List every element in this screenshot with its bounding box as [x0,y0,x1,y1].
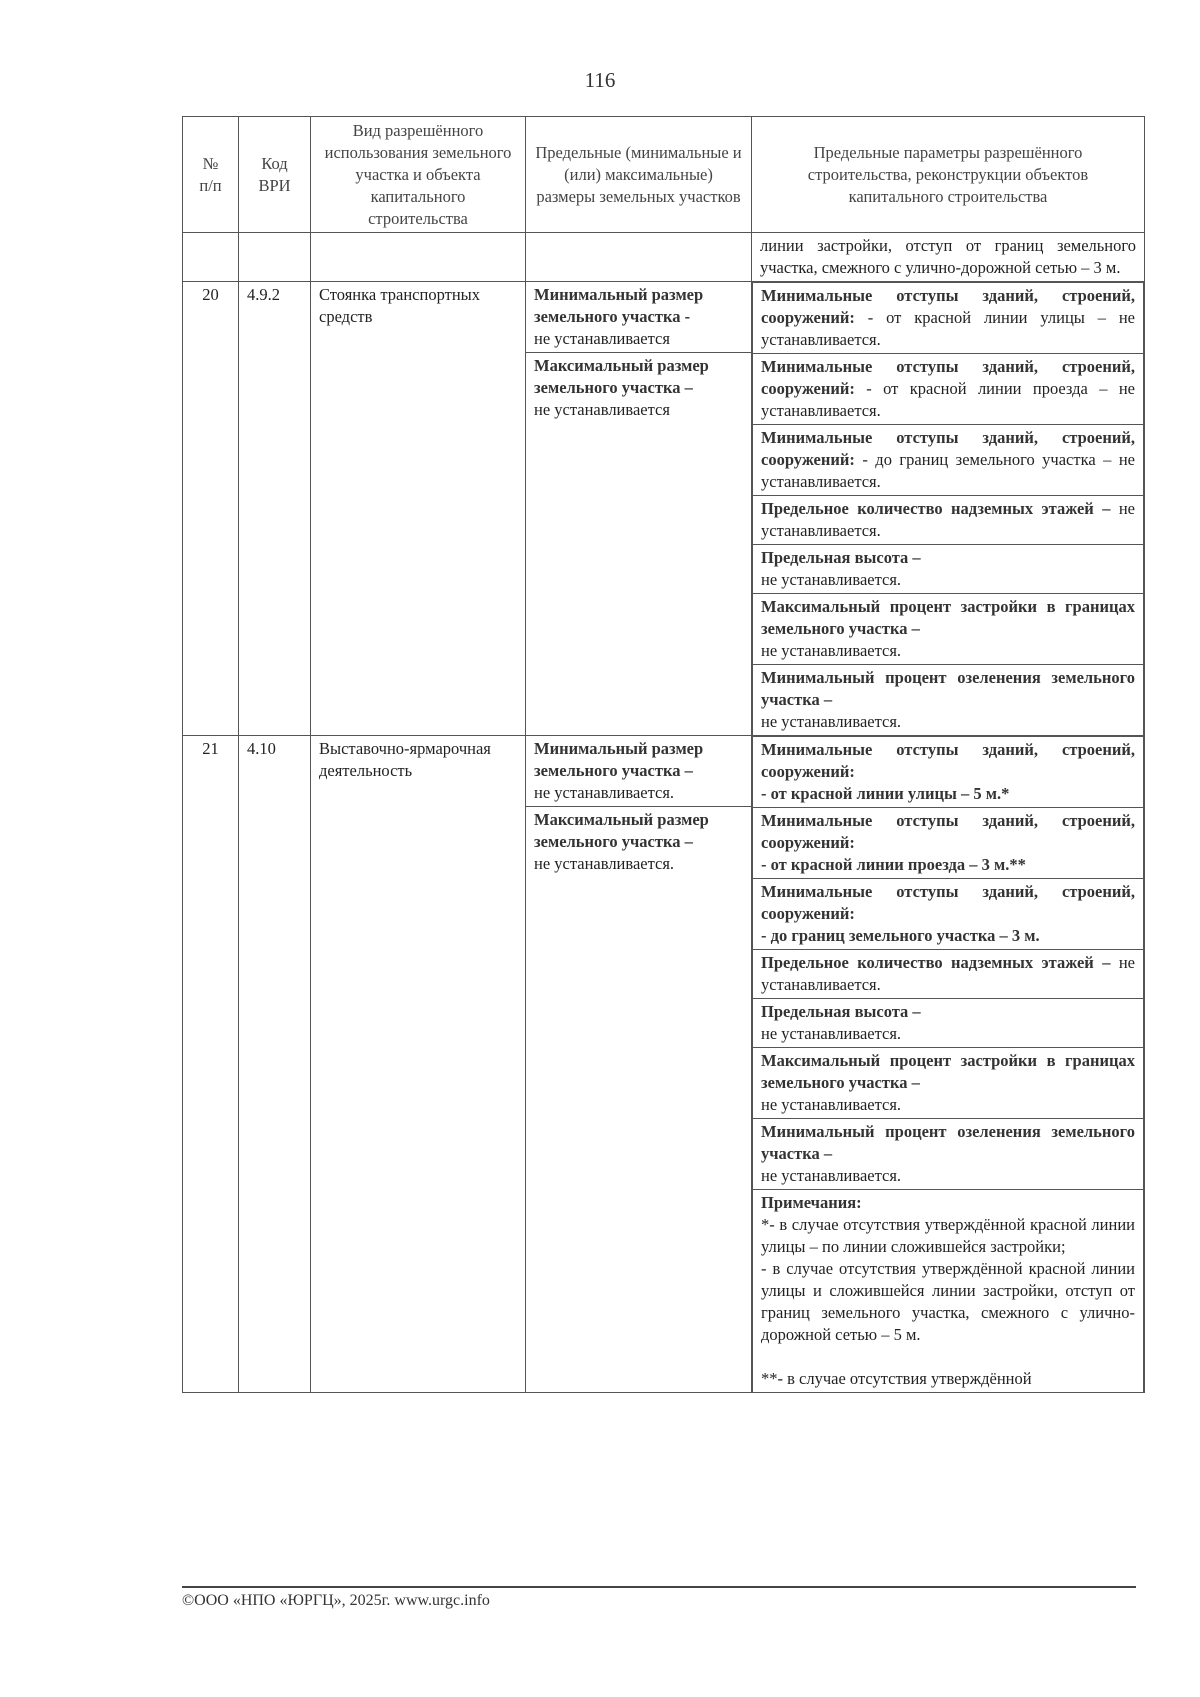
param-item: Минимальные отступы зданий, строений, сооружений: - от красной линии проезда – 3 м.** [753,808,1144,879]
param-item: Предельное количество надземных этажей – не устанавливается. [753,496,1144,545]
row-code: 4.9.2 [239,282,311,736]
header-use: Вид разрешённого использования земельного участка и объекта капитального строительства [311,117,526,233]
param-item: Минимальные отступы зданий, строений, сооружений: - до границ земельного участка – 3 м. [753,879,1144,950]
param-item: Минимальные отступы зданий, строений, сооружений: - до границ земельного участка – не устанавливается. [753,425,1144,496]
param-item: Предельная высота – не устанавливается. [753,545,1144,594]
param-item: Минимальный процент озеленения земельного участка – не устанавливается. [753,1119,1144,1190]
row-params [752,736,1145,1393]
table-row [183,282,1145,736]
row-code: 4.10 [239,736,311,1393]
header-code: Код ВРИ [239,117,311,233]
param-item: Предельная высота – не устанавливается. [753,999,1144,1048]
param-item: Предельное количество надземных этажей – не устанавливается. [753,950,1144,999]
row-use: Выставочно-ярмарочная деятельность [311,736,526,1393]
note-2: - в случае отсутствия утверждённой красной линии улицы и сложившейся линии застройки, отступ от границ земельного участка, смежного с улично-дорожной сетью – 5 м. [761,1259,1135,1344]
page-number: 116 [584,68,616,92]
continuation-text: линии застройки, отступ от границ земельного участка, смежного с улично-дорожной сетью – 3 м. [752,233,1145,282]
note-1: *- в случае отсутствия утверждённой красной линии улицы – по линии сложившейся застройки; [761,1215,1135,1256]
param-item: Минимальные отступы зданий, строений, сооружений: - от красной линии проезда – не устанавливается. [753,354,1144,425]
notes-title: Примечания: [761,1193,862,1212]
continuation-row [183,233,1145,282]
notes [753,1190,1144,1393]
param-item: Минимальные отступы зданий, строений, сооружений: - от красной линии улицы – не устанавливается. [753,283,1144,354]
footer-copyright: ©ООО «НПО «ЮРГЦ», 2025г. www.urgc.info [182,1592,490,1609]
size-min: Минимальный размер земельного участка – не устанавливается. [526,736,751,807]
header-sizes: Предельные (минимальные и (или) максимальные) размеры земельных участков [526,117,752,233]
table-row [183,736,1145,1393]
param-item: Максимальный процент застройки в границах земельного участка – не устанавливается. [753,594,1144,665]
header-num: № п/п [183,117,239,233]
size-min: Минимальный размер земельного участка - не устанавливается [526,282,751,353]
row-sizes [526,736,752,1393]
param-item: Минимальный процент озеленения земельного участка – не устанавливается. [753,665,1144,736]
param-item: Минимальные отступы зданий, строений, сооружений: - от красной линии улицы – 5 м.* [753,737,1144,808]
note-3: **- в случае отсутствия утверждённой [761,1369,1032,1388]
param-item: Максимальный процент застройки в границах земельного участка – не устанавливается. [753,1048,1144,1119]
row-sizes [526,282,752,736]
row-use: Стоянка транспортных средств [311,282,526,736]
header-params: Предельные параметры разрешённого строительства, реконструкции объектов капитального строительства [752,117,1145,233]
row-params [752,282,1145,736]
size-max: Максимальный размер земельного участка – не устанавливается [534,356,709,419]
row-number: 21 [183,736,239,1393]
regulation-table [182,116,1145,1393]
row-number: 20 [183,282,239,736]
footer-divider [182,1586,1136,1588]
table-header-row [183,117,1145,233]
size-max: Максимальный размер земельного участка – не устанавливается. [534,810,709,873]
